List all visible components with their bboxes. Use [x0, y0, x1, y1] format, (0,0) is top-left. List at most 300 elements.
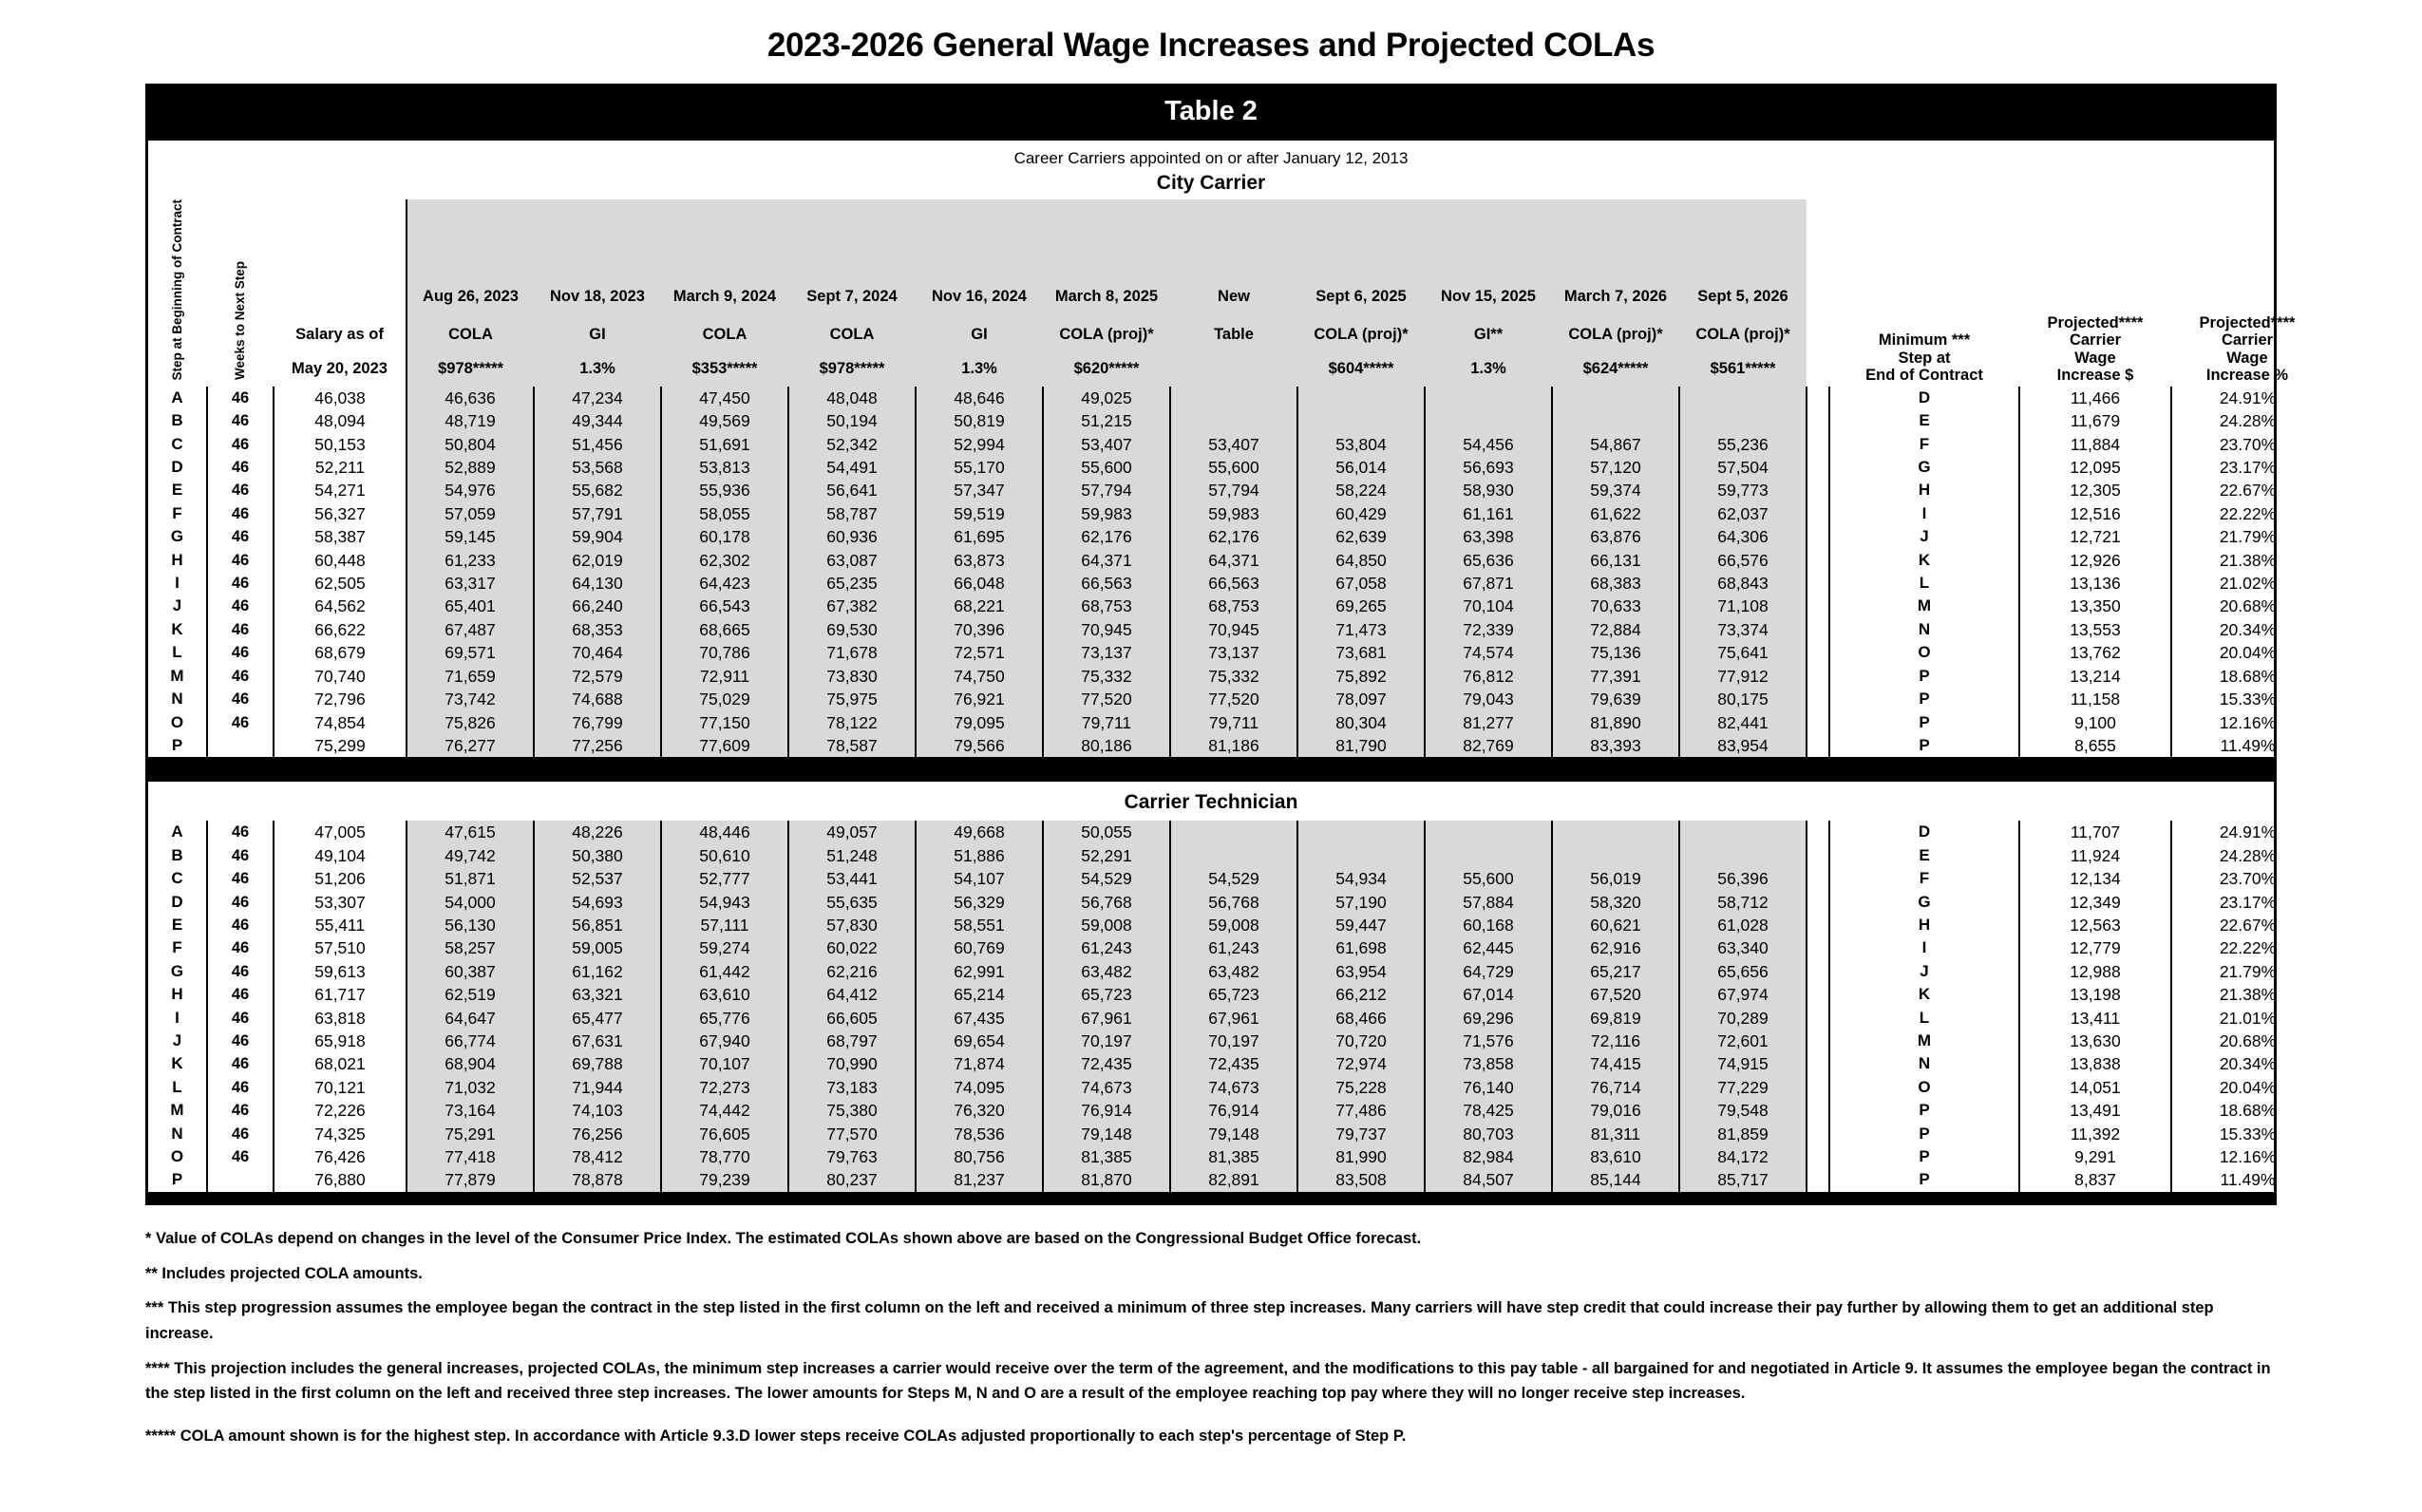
carrier-technician-value-cell: 77,570 [788, 1123, 916, 1145]
city-carrier-value-cell: 69,265 [1297, 595, 1425, 617]
carrier-technician-value-cell: 49,057 [788, 821, 916, 843]
table-row [148, 867, 2323, 890]
city-carrier-value-cell: 55,600 [1043, 456, 1170, 479]
carrier-technician-value-cell: 48,226 [534, 821, 661, 843]
city-carrier-value-cell: 53,804 [1297, 433, 1425, 456]
city-carrier-value-cell: 64,850 [1297, 549, 1425, 572]
carrier-technician-value-cell: 60,621 [1552, 914, 1679, 936]
carrier-technician-salary-cell: 51,206 [314, 869, 366, 889]
carrier-technician-gap-cell [1807, 936, 1829, 959]
city-carrier-projected-increase-percent: 22.22% [2219, 503, 2277, 523]
carrier-technician-gap-cell [1807, 891, 1829, 914]
carrier-technician-value-cell: 52,537 [534, 867, 661, 890]
footnote-n4: **** This projection includes the general increases, projected COLAs, the minimum step increases a carrier would receive over the term of the agreement, and the modifications to this pay table - all bargained for and negotiated in Article 9. It assumes the employee began the contract in the step listed in the first column on the left and received three step increases. The lower amounts for Steps M, N and O are a result of the employee reaching top pay where they will no longer receive step increases. [145, 1359, 2271, 1403]
header-col-6-date: March 8, 2025 [1054, 288, 1159, 306]
carrier-technician-projected-increase-dollar: 13,838 [2019, 1052, 2171, 1075]
carrier-technician-value-cell: 69,788 [534, 1052, 661, 1075]
carrier-technician-value-cell: 68,904 [407, 1052, 534, 1075]
city-carrier-value-cell: 66,131 [1552, 549, 1679, 572]
carrier-technician-value-cell: 77,486 [1297, 1099, 1425, 1122]
carrier-technician-value-cell: 58,712 [1679, 891, 1807, 914]
city-carrier-value-cell: 73,830 [788, 665, 916, 688]
city-carrier-projected-increase-dollar: 11,679 [2019, 409, 2171, 432]
carrier-technician-value-cell: 70,197 [1043, 1030, 1170, 1052]
header-col-4-amount: $978***** [819, 360, 885, 378]
carrier-technician-value-cell: 78,770 [661, 1145, 788, 1168]
carrier-technician-gap-cell [1807, 1099, 1829, 1122]
carrier-technician-step-label: J [172, 1030, 182, 1049]
city-carrier-value-cell: 53,407 [1170, 433, 1297, 456]
city-carrier-weeks-to-next-step: 46 [207, 387, 274, 409]
city-carrier-value-cell: 60,429 [1297, 502, 1425, 525]
carrier-technician-value-cell: 81,385 [1170, 1145, 1297, 1168]
city-carrier-gap-cell [1807, 595, 1829, 617]
carrier-technician-salary-cell: 53,307 [314, 892, 366, 912]
header-col-4-date: Sept 7, 2024 [806, 288, 898, 306]
carrier-technician-value-cell [1679, 821, 1807, 843]
city-carrier-value-cell: 49,025 [1043, 387, 1170, 409]
carrier-technician-value-cell: 54,107 [916, 867, 1043, 890]
header-col-3-date: March 9, 2024 [672, 288, 777, 306]
city-carrier-value-cell [1679, 409, 1807, 432]
carrier-technician-value-cell: 62,519 [407, 983, 534, 1006]
carrier-technician-value-cell: 50,380 [534, 844, 661, 867]
carrier-technician-projected-increase-percent: 20.68% [2219, 1030, 2277, 1050]
city-carrier-value-cell: 79,711 [1043, 711, 1170, 734]
city-carrier-value-cell: 70,464 [534, 641, 661, 664]
footnote-n1: * Value of COLAs depend on changes in the level of the Consumer Price Index. The estimated COLAs shown above are based on the Congressional Budget Office forecast. [145, 1229, 1422, 1247]
carrier-technician-value-cell [1170, 844, 1297, 867]
carrier-technician-gap-cell [1807, 1076, 1829, 1099]
city-carrier-value-cell: 81,790 [1297, 734, 1425, 757]
city-carrier-projected-increase-dollar: 11,158 [2019, 688, 2171, 710]
city-carrier-value-cell [1425, 409, 1552, 432]
carrier-technician-value-cell: 74,673 [1170, 1076, 1297, 1099]
city-carrier-value-cell: 46,636 [407, 387, 534, 409]
table-row [148, 711, 2323, 734]
carrier-technician-weeks-to-next-step: 46 [207, 914, 274, 936]
city-carrier-value-cell: 72,911 [661, 665, 788, 688]
city-carrier-value-cell: 79,639 [1552, 688, 1679, 710]
carrier-technician-value-cell: 56,768 [1043, 891, 1170, 914]
city-carrier-minimum-step-cell: P [1829, 688, 2019, 710]
table-row [148, 525, 2323, 548]
carrier-technician-weeks-to-next-step: 46 [207, 1076, 274, 1099]
carrier-technician-value-cell: 76,914 [1170, 1099, 1297, 1122]
carrier-technician-value-cell [1297, 821, 1425, 843]
carrier-technician-projected-increase-percent: 23.17% [2219, 892, 2277, 912]
city-carrier-value-cell: 77,391 [1552, 665, 1679, 688]
carrier-technician-value-cell: 72,116 [1552, 1030, 1679, 1052]
city-carrier-weeks-to-next-step: 46 [207, 479, 274, 501]
city-carrier-value-cell: 64,371 [1043, 549, 1170, 572]
city-carrier-value-cell: 65,401 [407, 595, 534, 617]
carrier-technician-value-cell: 75,380 [788, 1099, 916, 1122]
carrier-technician-weeks-to-next-step: 46 [207, 983, 274, 1006]
carrier-technician-projected-increase-dollar: 12,349 [2019, 891, 2171, 914]
city-carrier-value-cell: 59,904 [534, 525, 661, 548]
city-carrier-value-cell: 64,130 [534, 572, 661, 595]
header-col-11-date: Sept 5, 2026 [1697, 288, 1788, 306]
carrier-technician-value-cell: 72,435 [1170, 1052, 1297, 1075]
city-carrier-minimum-step-cell: H [1829, 479, 2019, 501]
city-carrier-projected-increase-percent: 20.04% [2219, 643, 2277, 663]
carrier-technician-value-cell: 80,703 [1425, 1123, 1552, 1145]
city-carrier-value-cell: 62,302 [661, 549, 788, 572]
carrier-technician-minimum-step-cell: G [1829, 891, 2019, 914]
carrier-technician-value-cell: 76,714 [1552, 1076, 1679, 1099]
carrier-technician-value-cell: 77,229 [1679, 1076, 1807, 1099]
carrier-technician-value-cell: 73,183 [788, 1076, 916, 1099]
city-carrier-value-cell: 57,504 [1679, 456, 1807, 479]
city-carrier-value-cell: 76,799 [534, 711, 661, 734]
table-row [148, 456, 2323, 479]
carrier-technician-value-cell: 66,212 [1297, 983, 1425, 1006]
city-carrier-value-cell: 66,543 [661, 595, 788, 617]
city-carrier-gap-cell [1807, 711, 1829, 734]
city-carrier-projected-increase-percent: 12.16% [2219, 712, 2277, 732]
table-row [148, 1030, 2323, 1052]
carrier-technician-projected-increase-percent: 20.04% [2219, 1077, 2277, 1097]
city-carrier-value-cell: 60,178 [661, 525, 788, 548]
header-col-6-amount: $620***** [1073, 360, 1140, 378]
carrier-technician-gap-cell [1807, 1145, 1829, 1168]
city-carrier-weeks-to-next-step: 46 [207, 665, 274, 688]
carrier-technician-value-cell: 54,934 [1297, 867, 1425, 890]
city-carrier-projected-increase-dollar: 12,721 [2019, 525, 2171, 548]
city-carrier-gap-cell [1807, 665, 1829, 688]
carrier-technician-projected-increase-dollar: 8,837 [2019, 1168, 2171, 1191]
city-carrier-value-cell: 73,137 [1170, 641, 1297, 664]
carrier-technician-value-cell: 56,851 [534, 914, 661, 936]
carrier-technician-value-cell: 76,256 [534, 1123, 661, 1145]
carrier-technician-value-cell: 80,756 [916, 1145, 1043, 1168]
city-carrier-minimum-step-cell: M [1829, 595, 2019, 617]
header-col-6-type: COLA (proj)* [1059, 326, 1154, 344]
carrier-technician-minimum-step-cell: E [1829, 844, 2019, 867]
city-carrier-value-cell: 51,691 [661, 433, 788, 456]
header-col-7-type: Table [1214, 326, 1254, 344]
header-col-2-amount: 1.3% [579, 360, 615, 378]
carrier-technician-gap-cell [1807, 844, 1829, 867]
city-carrier-value-cell: 59,983 [1043, 502, 1170, 525]
header-step-at-beginning-label: Step at Beginning of Contract [170, 199, 185, 381]
city-carrier-value-cell: 70,945 [1043, 618, 1170, 641]
carrier-technician-projected-increase-dollar: 11,707 [2019, 821, 2171, 843]
carrier-technician-value-cell: 65,477 [534, 1007, 661, 1030]
carrier-technician-value-cell: 83,508 [1297, 1168, 1425, 1191]
city-carrier-value-cell: 79,711 [1170, 711, 1297, 734]
carrier-technician-value-cell: 84,507 [1425, 1168, 1552, 1191]
carrier-technician-projected-increase-dollar: 13,491 [2019, 1099, 2171, 1122]
carrier-technician-weeks-to-next-step: 46 [207, 1030, 274, 1052]
city-carrier-value-cell: 58,224 [1297, 479, 1425, 501]
city-carrier-gap-cell [1807, 734, 1829, 757]
carrier-technician-value-cell: 74,103 [534, 1099, 661, 1122]
city-carrier-value-cell [1679, 387, 1807, 409]
carrier-technician-projected-increase-percent: 21.01% [2219, 1008, 2277, 1028]
city-carrier-value-cell: 53,407 [1043, 433, 1170, 456]
city-carrier-projected-increase-dollar: 12,305 [2019, 479, 2171, 501]
city-carrier-projected-increase-dollar: 12,516 [2019, 502, 2171, 525]
carrier-technician-salary-cell: 55,411 [314, 915, 366, 935]
footnote-n5: ***** COLA amount shown is for the highest step. In accordance with Article 9.3.D lower steps receive COLAs adjusted proportionally to each step's percentage of Step P. [145, 1427, 1407, 1446]
header-col-7-date: New [1218, 288, 1250, 306]
carrier-technician-value-cell: 81,385 [1043, 1145, 1170, 1168]
city-carrier-minimum-step-cell: O [1829, 641, 2019, 664]
carrier-technician-value-cell: 57,884 [1425, 891, 1552, 914]
carrier-technician-gap-cell [1807, 1052, 1829, 1075]
carrier-technician-value-cell: 58,257 [407, 936, 534, 959]
carrier-technician-value-cell: 77,418 [407, 1145, 534, 1168]
city-carrier-weeks-to-next-step: 46 [207, 409, 274, 432]
header-col-3 [661, 199, 788, 387]
carrier-technician-projected-increase-dollar: 13,411 [2019, 1007, 2171, 1030]
header-minstep-line3: End of Contract [1865, 367, 1983, 385]
carrier-technician-step-label: N [171, 1124, 183, 1143]
carrier-technician-value-cell: 68,466 [1297, 1007, 1425, 1030]
city-carrier-step-label: K [171, 619, 183, 638]
city-carrier-weeks-to-next-step: 46 [207, 572, 274, 595]
city-carrier-salary-cell: 46,038 [314, 387, 366, 407]
header-col-6 [1043, 199, 1170, 387]
city-carrier-value-cell [1297, 387, 1425, 409]
table-row [148, 821, 2323, 843]
city-carrier-value-cell: 71,678 [788, 641, 916, 664]
header-projdollar-line4: Increase $ [2056, 367, 2134, 385]
header-col-3-type: COLA [702, 326, 747, 344]
header-col-11-amount: $561***** [1710, 360, 1776, 378]
city-carrier-value-cell: 66,240 [534, 595, 661, 617]
carrier-technician-value-cell: 83,610 [1552, 1145, 1679, 1168]
carrier-technician-value-cell: 65,723 [1170, 983, 1297, 1006]
city-carrier-value-cell: 67,871 [1425, 572, 1552, 595]
carrier-technician-value-cell: 63,610 [661, 983, 788, 1006]
city-carrier-projected-increase-percent: 11.49% [2220, 735, 2276, 755]
column-header-row [148, 199, 2323, 387]
page-title: 2023-2026 General Wage Increases and Projected COLAs [766, 27, 1656, 64]
carrier-technician-value-cell: 67,435 [916, 1007, 1043, 1030]
header-salary-as-of [274, 199, 407, 387]
city-carrier-step-label: I [175, 574, 180, 593]
carrier-technician-weeks-to-next-step: 46 [207, 936, 274, 959]
header-projpct-line1: Projected**** [2199, 313, 2296, 331]
carrier-technician-rows [148, 821, 2323, 1192]
carrier-technician-value-cell: 82,984 [1425, 1145, 1552, 1168]
carrier-technician-step-label: C [171, 869, 183, 888]
city-carrier-value-cell: 76,921 [916, 688, 1043, 710]
carrier-technician-step-label: L [172, 1077, 182, 1096]
carrier-technician-value-cell: 84,172 [1679, 1145, 1807, 1168]
city-carrier-value-cell: 63,398 [1425, 525, 1552, 548]
header-col-8-type: COLA (proj)* [1314, 326, 1409, 344]
carrier-technician-value-cell: 73,858 [1425, 1052, 1552, 1075]
header-col-4 [788, 199, 916, 387]
carrier-technician-value-cell: 52,777 [661, 867, 788, 890]
carrier-technician-minimum-step-cell: I [1829, 936, 2019, 959]
carrier-technician-projected-increase-percent: 20.34% [2219, 1054, 2277, 1074]
carrier-technician-gap-cell [1807, 1123, 1829, 1145]
carrier-technician-value-cell: 66,774 [407, 1030, 534, 1052]
city-carrier-value-cell: 75,136 [1552, 641, 1679, 664]
city-carrier-value-cell [1170, 409, 1297, 432]
carrier-technician-gap-cell [1807, 1007, 1829, 1030]
carrier-technician-projected-increase-percent: 24.91% [2219, 822, 2277, 842]
city-carrier-table [148, 199, 2323, 757]
city-carrier-salary-cell: 68,679 [314, 643, 366, 663]
carrier-technician-value-cell: 60,769 [916, 936, 1043, 959]
carrier-technician-minimum-step-cell: K [1829, 983, 2019, 1006]
city-carrier-value-cell: 75,641 [1679, 641, 1807, 664]
carrier-technician-value-cell: 71,874 [916, 1052, 1043, 1075]
header-projpct-line2: Carrier [2221, 331, 2274, 350]
carrier-technician-value-cell: 67,940 [661, 1030, 788, 1052]
city-carrier-gap-cell [1807, 409, 1829, 432]
city-carrier-projected-increase-percent: 15.33% [2219, 690, 2277, 709]
city-carrier-salary-cell: 56,327 [314, 503, 366, 523]
table-row [148, 1145, 2323, 1168]
city-carrier-value-cell: 77,256 [534, 734, 661, 757]
city-carrier-value-cell: 66,563 [1043, 572, 1170, 595]
city-carrier-salary-cell: 48,094 [314, 411, 366, 431]
table-row [148, 387, 2323, 409]
carrier-technician-gap-cell [1807, 1168, 1829, 1191]
carrier-technician-value-cell: 77,879 [407, 1168, 534, 1191]
city-carrier-minimum-step-cell: I [1829, 502, 2019, 525]
city-carrier-value-cell: 61,233 [407, 549, 534, 572]
carrier-technician-projected-increase-percent: 24.28% [2219, 845, 2277, 865]
carrier-technician-value-cell: 70,289 [1679, 1007, 1807, 1030]
carrier-technician-value-cell: 81,870 [1043, 1168, 1170, 1191]
city-carrier-value-cell: 73,137 [1043, 641, 1170, 664]
carrier-technician-projected-increase-percent: 21.79% [2219, 961, 2277, 981]
carrier-technician-value-cell: 81,990 [1297, 1145, 1425, 1168]
city-carrier-gap-cell [1807, 688, 1829, 710]
city-carrier-value-cell: 61,695 [916, 525, 1043, 548]
carrier-technician-weeks-to-next-step: 46 [207, 960, 274, 983]
header-weeks-to-next-step-label: Weeks to Next Step [233, 261, 248, 381]
carrier-technician-minimum-step-cell: P [1829, 1099, 2019, 1122]
city-carrier-projected-increase-percent: 21.79% [2219, 527, 2277, 547]
city-carrier-value-cell [1425, 387, 1552, 409]
city-carrier-projected-increase-dollar: 13,350 [2019, 595, 2171, 617]
carrier-technician-value-cell: 70,107 [661, 1052, 788, 1075]
city-carrier-salary-cell: 64,562 [314, 596, 366, 616]
city-carrier-weeks-to-next-step: 46 [207, 595, 274, 617]
city-carrier-value-cell: 82,441 [1679, 711, 1807, 734]
carrier-technician-value-cell: 60,022 [788, 936, 916, 959]
carrier-technician-value-cell: 57,830 [788, 914, 916, 936]
carrier-technician-step-label: B [171, 845, 183, 864]
carrier-technician-step-label: I [175, 1008, 180, 1027]
header-col-11 [1679, 199, 1807, 387]
city-carrier-value-cell: 56,014 [1297, 456, 1425, 479]
carrier-technician-value-cell: 69,654 [916, 1030, 1043, 1052]
city-carrier-value-cell: 67,382 [788, 595, 916, 617]
city-carrier-gap-cell [1807, 572, 1829, 595]
city-carrier-salary-cell: 66,622 [314, 619, 366, 639]
carrier-technician-salary-cell: 74,325 [314, 1124, 366, 1143]
city-carrier-weeks-to-next-step: 46 [207, 549, 274, 572]
city-carrier-value-cell: 51,456 [534, 433, 661, 456]
city-carrier-value-cell: 68,221 [916, 595, 1043, 617]
city-carrier-value-cell: 70,786 [661, 641, 788, 664]
carrier-technician-value-cell: 71,032 [407, 1076, 534, 1099]
city-carrier-value-cell: 77,520 [1043, 688, 1170, 710]
city-carrier-projected-increase-percent: 20.68% [2219, 596, 2277, 616]
carrier-technician-salary-cell: 72,226 [314, 1101, 366, 1121]
city-carrier-gap-cell [1807, 433, 1829, 456]
city-carrier-value-cell: 74,750 [916, 665, 1043, 688]
city-carrier-value-cell: 47,450 [661, 387, 788, 409]
carrier-technician-value-cell: 61,243 [1170, 936, 1297, 959]
city-carrier-projected-increase-percent: 20.34% [2219, 619, 2277, 639]
city-carrier-salary-cell: 54,271 [314, 481, 366, 501]
city-carrier-weeks-to-next-step: 46 [207, 456, 274, 479]
carrier-technician-value-cell [1552, 844, 1679, 867]
footnotes [145, 1205, 2277, 1449]
carrier-technician-value-cell: 79,737 [1297, 1123, 1425, 1145]
carrier-technician-salary-cell: 76,426 [314, 1147, 366, 1166]
carrier-technician-projected-increase-dollar: 13,198 [2019, 983, 2171, 1006]
carrier-technician-salary-cell: 49,104 [314, 845, 366, 865]
city-carrier-value-cell: 75,975 [788, 688, 916, 710]
carrier-technician-value-cell: 78,536 [916, 1123, 1043, 1145]
header-col-10 [1552, 199, 1679, 387]
carrier-technician-value-cell: 81,237 [916, 1168, 1043, 1191]
header-projpct-line3: Wage [2226, 349, 2268, 367]
city-carrier-minimum-step-cell: P [1829, 734, 2019, 757]
header-gap [1807, 199, 1829, 387]
city-carrier-value-cell: 50,804 [407, 433, 534, 456]
city-carrier-value-cell: 63,873 [916, 549, 1043, 572]
city-carrier-gap-cell [1807, 618, 1829, 641]
carrier-technician-value-cell [1679, 844, 1807, 867]
city-carrier-value-cell: 77,150 [661, 711, 788, 734]
city-carrier-value-cell: 55,236 [1679, 433, 1807, 456]
carrier-technician-value-cell: 72,273 [661, 1076, 788, 1099]
header-salary-line2: May 20, 2023 [292, 360, 388, 378]
carrier-technician-value-cell: 54,943 [661, 891, 788, 914]
carrier-technician-minimum-step-cell: N [1829, 1052, 2019, 1075]
city-carrier-value-cell: 55,936 [661, 479, 788, 501]
city-carrier-value-cell [1297, 409, 1425, 432]
city-carrier-step-label: B [171, 411, 183, 430]
carrier-technician-salary-cell: 59,613 [314, 961, 366, 981]
city-carrier-value-cell: 52,994 [916, 433, 1043, 456]
carrier-technician-value-cell: 61,028 [1679, 914, 1807, 936]
carrier-technician-value-cell: 74,095 [916, 1076, 1043, 1099]
carrier-technician-value-cell: 61,442 [661, 960, 788, 983]
carrier-technician-value-cell: 63,321 [534, 983, 661, 1006]
city-carrier-value-cell: 59,374 [1552, 479, 1679, 501]
city-carrier-value-cell: 58,930 [1425, 479, 1552, 501]
table-row [148, 1099, 2323, 1122]
footnote-n3: *** This step progression assumes the employee began the contract in the step listed in the first column on the left and received a minimum of three step increases. Many carriers will have step credit that could increase their pay further by allowing them to get an additional step increase. [145, 1299, 2214, 1342]
header-minimum-step-end-of-contract [1829, 199, 2019, 387]
header-step-at-beginning [148, 199, 207, 387]
carrier-technician-value-cell: 64,647 [407, 1007, 534, 1030]
table-row [148, 844, 2323, 867]
city-carrier-value-cell: 61,161 [1425, 502, 1552, 525]
city-carrier-salary-cell: 60,448 [314, 550, 366, 570]
table-row [148, 409, 2323, 432]
carrier-technician-value-cell: 69,819 [1552, 1007, 1679, 1030]
carrier-technician-value-cell: 62,445 [1425, 936, 1552, 959]
carrier-technician-value-cell: 51,871 [407, 867, 534, 890]
carrier-technician-value-cell: 70,720 [1297, 1030, 1425, 1052]
carrier-technician-step-label: F [172, 938, 182, 957]
